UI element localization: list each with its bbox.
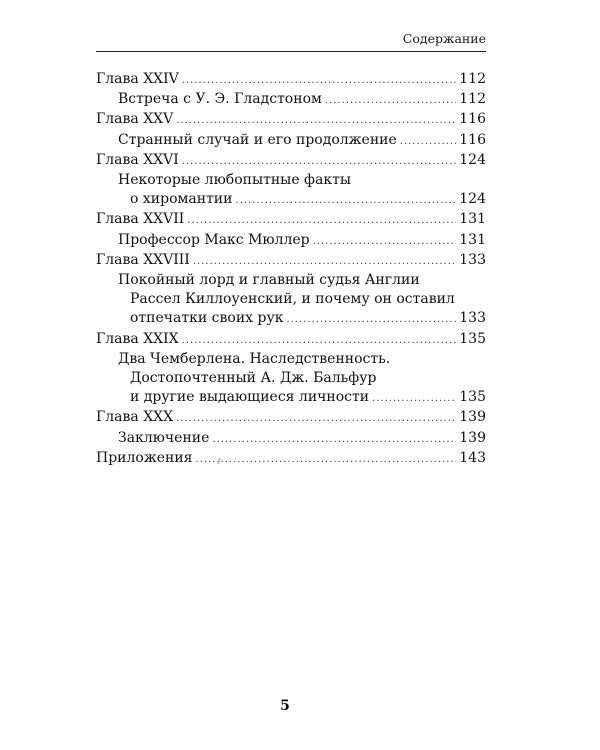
toc-entry-page: 133 — [459, 310, 486, 327]
toc-entry-title: Глава XXVII — [96, 211, 185, 228]
toc-entry-page: 135 — [459, 330, 486, 347]
toc-entry-title: Профессор Макс Мюллер — [118, 231, 310, 248]
toc-entry-title: о хиромантии — [130, 191, 233, 208]
toc-entry-title: Странный случай и его продолжение — [118, 131, 397, 148]
toc-section-entry[interactable] — [96, 429, 486, 449]
toc-section-entry[interactable] — [96, 131, 486, 151]
toc-section-entry[interactable] — [96, 350, 486, 409]
toc-entry-title: и другие выдающиеся личности — [130, 389, 370, 406]
toc-entry-page: 131 — [459, 231, 486, 248]
toc-entry-title-line: Достопочтенный А. Дж. Бальфур — [130, 370, 377, 387]
table-of-contents — [96, 70, 486, 469]
dot-leader — [176, 111, 456, 130]
dot-leader — [286, 310, 456, 329]
toc-entry-page: 124 — [459, 151, 486, 168]
toc-entry-title-line: Некоторые любопытные факты — [118, 172, 351, 189]
dot-leader — [313, 232, 457, 251]
header-rule — [96, 51, 486, 52]
toc-entry-title: Глава XXVIII — [96, 251, 190, 268]
dot-leader — [400, 132, 457, 151]
toc-entry-page: 116 — [459, 111, 486, 128]
dot-leader — [195, 450, 456, 469]
toc-entry-page: 135 — [459, 389, 486, 406]
toc-entry-page: 139 — [459, 429, 486, 446]
dot-leader — [182, 152, 457, 171]
dot-leader — [325, 91, 456, 110]
toc-entry-title: Заключение — [118, 429, 210, 446]
dot-leader — [372, 389, 456, 408]
toc-entry-title: Глава XXV — [96, 111, 174, 128]
toc-entry-title-line: Два Чемберлена. Наследственность. — [118, 350, 391, 367]
toc-entry-title: Глава XXIV — [96, 71, 179, 87]
dot-leader — [193, 252, 456, 271]
toc-entry-title-line: Рассел Киллоуенский, и почему он оставил — [130, 291, 455, 308]
toc-chapter-entry[interactable] — [96, 408, 486, 428]
dot-leader — [187, 211, 456, 230]
dot-leader — [212, 430, 456, 449]
toc-chapter-entry[interactable] — [96, 330, 486, 350]
dot-leader — [235, 191, 456, 210]
dot-leader — [176, 409, 456, 428]
toc-entry-title: Глава XXX — [96, 409, 174, 426]
toc-entry-page: 112 — [459, 71, 486, 87]
toc-entry-page: 112 — [459, 91, 486, 108]
toc-entry-page: 139 — [459, 409, 486, 426]
toc-entry-last-line — [118, 309, 486, 329]
toc-entry-page: 131 — [459, 211, 486, 228]
toc-section-entry[interactable] — [96, 231, 486, 251]
toc-entry-last-line — [118, 190, 486, 210]
toc-entry-page: 116 — [459, 131, 486, 148]
toc-chapter-entry[interactable] — [96, 449, 486, 469]
toc-chapter-entry[interactable] — [96, 110, 486, 130]
toc-chapter-entry[interactable] — [96, 210, 486, 230]
toc-section-entry[interactable] — [96, 171, 486, 210]
running-header: Содержание — [402, 31, 486, 46]
dot-leader — [182, 331, 457, 350]
toc-chapter-entry[interactable] — [96, 251, 486, 271]
page-number: 5 — [280, 698, 290, 714]
toc-entry-title: Приложения — [96, 449, 193, 466]
toc-entry-title: отпечатки своих рук — [130, 310, 284, 327]
toc-section-entry[interactable] — [96, 90, 486, 110]
dot-leader — [182, 71, 457, 90]
toc-entry-last-line — [118, 388, 486, 408]
toc-entry-title: Глава XXIX — [96, 330, 179, 347]
toc-entry-title-line: Покойный лорд и главный судья Англии — [118, 272, 420, 289]
toc-chapter-entry[interactable] — [96, 70, 486, 90]
toc-entry-page: 133 — [459, 251, 486, 268]
toc-entry-title: Глава XXVI — [96, 151, 179, 168]
toc-section-entry[interactable] — [96, 271, 486, 330]
toc-chapter-entry[interactable] — [96, 151, 486, 171]
toc-entry-page: 124 — [459, 191, 486, 208]
toc-entry-title: Встреча с У. Э. Гладстоном — [118, 91, 322, 108]
toc-entry-page: 143 — [459, 449, 486, 466]
